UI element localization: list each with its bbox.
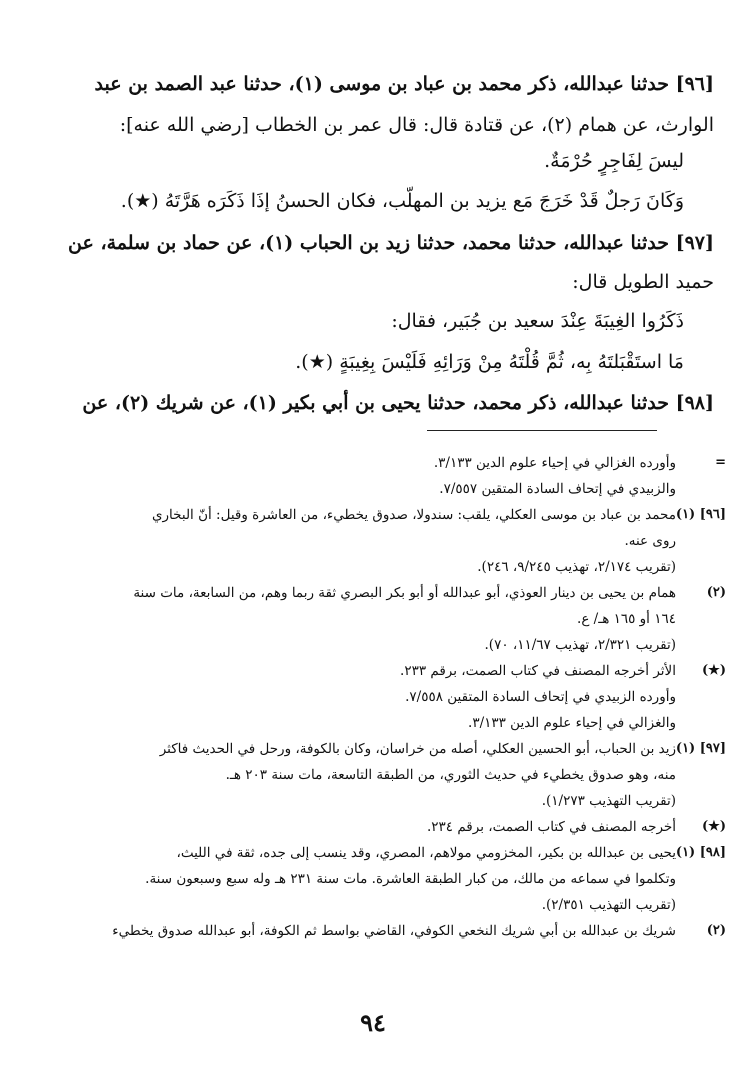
footnote: [10, 814, 726, 840]
main-line: وَكَانَ رَجلٌ قَدْ خَرَجَ مَع يزيد بن المهلّب، فكان الحسنُ إذَا ذَكَرَه هَرَّتَهُ (★).: [120, 190, 684, 212]
footnote-label: (٢): [706, 923, 726, 938]
footnote-line: وأورده الزبيدي في إتحاف السادة المتقين ٧/٥٥٨.: [405, 689, 676, 705]
page-number: ٩٤: [360, 1008, 386, 1037]
footnote: [10, 502, 726, 580]
footnote-line: همام بن يحيى بن دينار العوذي، أبو عبدالله أو أبو بكر البصري ثقة ربما وهم، من السابعة، مات سنة: [133, 585, 676, 601]
footnote-label: =: [715, 455, 726, 470]
footnote: [10, 840, 726, 918]
footnote-line: وتكلموا في سماعه من مالك، من كبار الطبقة العاشرة. مات سنة ٢٣١ هـ وله سبع وسبعون سنة.: [145, 871, 676, 887]
footnote-separator: [427, 430, 657, 431]
main-line: حميد الطويل قال:: [572, 271, 714, 293]
main-line: الوارث، عن همام (٢)، عن قتادة قال: قال عمر بن الخطاب [رضي الله عنه]:: [119, 114, 714, 136]
footnote: [10, 918, 726, 944]
footnote: [10, 736, 726, 814]
footnote-line: أخرجه المصنف في كتاب الصمت، برقم ٢٣٤.: [426, 819, 676, 835]
footnote: [10, 658, 726, 736]
footnote-line: وأورده الغزالي في إحياء علوم الدين ٣/١٣٣.: [433, 455, 676, 471]
footnote-label: [٩٧] (١): [675, 741, 726, 756]
footnote: [10, 580, 726, 658]
main-line: ليسَ لِفَاجِرٍ حُرْمَةٌ.: [544, 150, 684, 172]
footnote: [10, 450, 726, 502]
main-text: [18, 62, 714, 422]
footnote-line: منه، وهو صدوق يخطيء في حديث الثوري، من الطبقة التاسعة، مات سنة ٢٠٣ هـ.: [225, 767, 676, 783]
footnote-label: (★): [702, 819, 726, 834]
footnote-line: (تقريب التهذيب ١/٢٧٣).: [541, 793, 676, 809]
footnote-line: (تقريب ٢/١٧٤، تهذيب ٩/٢٤٥، ٢٤٦).: [477, 559, 676, 575]
footnote-line: الأثر أخرجه المصنف في كتاب الصمت، برقم ٢٣٣.: [400, 663, 676, 679]
footnote-line: (تقريب التهذيب ٢/٣٥١).: [541, 897, 676, 913]
footnote-line: (تقريب ٢/٣٢١، تهذيب ١١/٦٧، ٧٠).: [484, 637, 676, 653]
main-line: ذَكَرُوا الغِيبَةَ عِنْدَ سعيد بن جُبَير، فقال:: [391, 310, 684, 332]
footnote-line: شريك بن عبدالله بن أبي شريك النخعي الكوفي، القاضي بواسط ثم الكوفة، أبو عبدالله صدوق يخطيء: [112, 923, 676, 939]
footnote-line: محمد بن عباد بن موسى العكلي، يلقب: سندولا، صدوق يخطيء، من العاشرة وقيل: أنّ البخاري: [151, 507, 676, 523]
footnote-line: زيد بن الحباب، أبو الحسين العكلي، أصله من خراسان، وكان بالكوفة، ورحل في الحديث فاكثر: [159, 741, 676, 757]
footnote-label: (★): [702, 663, 726, 678]
footnote-line: يحيى بن عبدالله بن بكير، المخزومي مولاهم، المصري، وقد ينسب إلى جده، ثقة في الليث،: [176, 845, 676, 861]
footnote-line: روى عنه.: [624, 533, 676, 549]
footnote-line: والزبيدي في إتحاف السادة المتقين ٧/٥٥٧.: [439, 481, 676, 497]
footnote-label: (٢): [706, 585, 726, 600]
main-line: [٩٧] حدثنا عبدالله، حدثنا محمد، حدثنا زيد بن الحباب (١)، عن حماد بن سلمة، عن: [68, 232, 714, 254]
main-line: [٩٦] حدثنا عبدالله، ذكر محمد بن عباد بن موسى (١)، حدثنا عبد الصمد بن عبد: [94, 73, 714, 95]
footnote-line: والغزالي في إحياء علوم الدين ٣/١٣٣.: [468, 715, 676, 731]
footnote-label: [٩٨] (١): [675, 845, 726, 860]
main-line: [٩٨] حدثنا عبدالله، ذكر محمد، حدثنا يحيى بن أبي بكير (١)، عن شريك (٢)، عن: [82, 392, 714, 414]
main-line: مَا استَقْبَلتَهُ بِه، ثُمَّ قُلْتَهُ مِنْ وَرَائِهِ فَلَيْسَ بِغِيبَةٍ (★).: [295, 351, 684, 373]
footnotes: [10, 450, 726, 944]
footnote-line: ١٦٤ أو ١٦٥ هـ/ ع.: [577, 611, 676, 627]
footnote-label: [٩٦] (١): [675, 507, 726, 522]
